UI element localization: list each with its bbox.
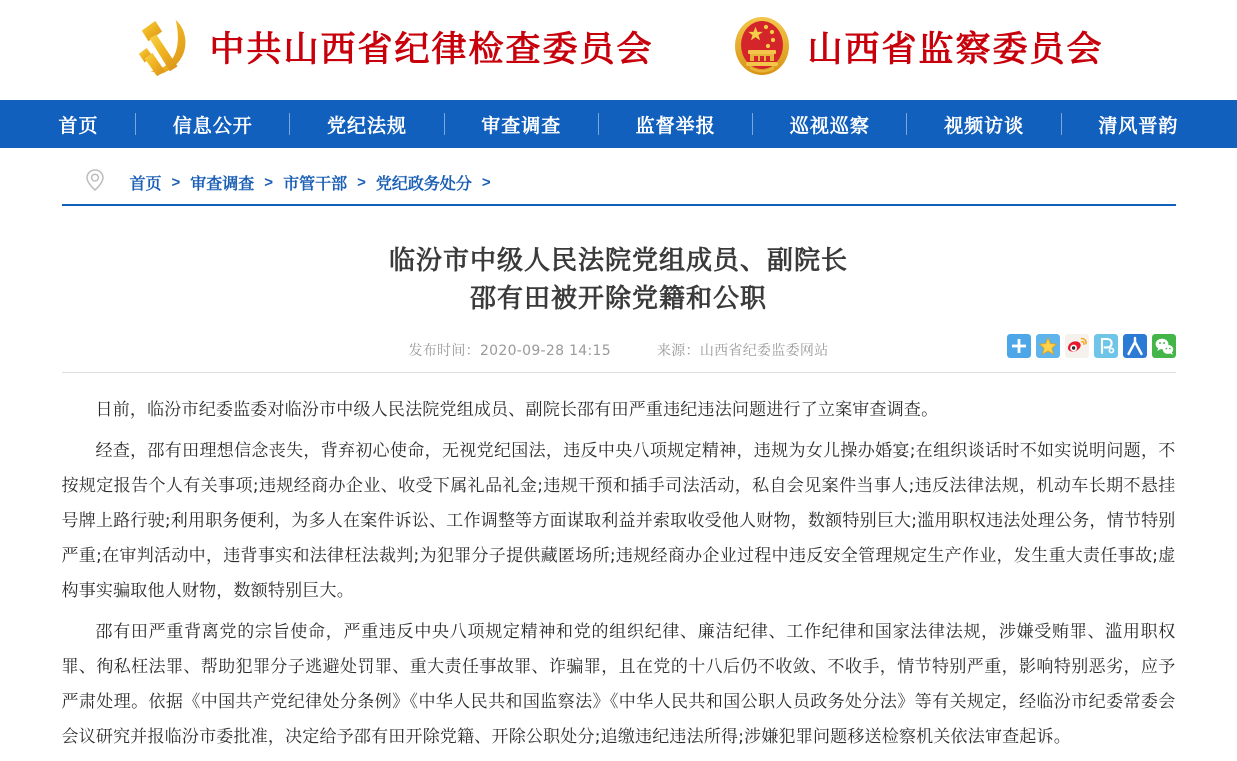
brand-title-ccp: 中共山西省纪律检查委员会 <box>209 29 654 70</box>
share-more-icon[interactable] <box>1007 334 1031 358</box>
wechat-share-icon[interactable] <box>1152 334 1176 358</box>
share-buttons <box>1007 334 1176 358</box>
article-source: 来源：山西省纪委监委网站 <box>656 343 829 359</box>
nav-item-video[interactable]: 视频访谈 <box>944 114 1025 137</box>
nav-separator <box>289 113 290 135</box>
nav-separator <box>444 113 445 135</box>
breadcrumb-separator: > <box>171 173 181 191</box>
article-body <box>62 373 1176 755</box>
nav-item-home[interactable]: 首页 <box>58 114 99 137</box>
breadcrumb-item-home[interactable]: 首页 <box>129 173 162 193</box>
article-paragraph: 日前，临汾市纪委监委对临汾市中级人民法院党组成员、副院长邵有田严重违纪违法问题进行了立案审查调查。 <box>95 400 939 420</box>
breadcrumb-item-discipline-action[interactable]: 党纪政务处分 <box>375 173 472 193</box>
article-paragraph: 经查，邵有田理想信念丧失，背弃初心使命，无视党纪国法，违反中央八项规定精神，违规为女儿操办婚宴;在组织谈话时不如实说明问题，不按规定报告个人有关事项;违规经商办企业、收受下属礼品礼金;违规干预和插手司法活动，私自会见案件当事人;违反法律法规，机动车长期不悬挂号牌上路行驶;利用职务便利，为多人在案件诉讼、工作调整等方面谋取利益并索取收受他人财物，数额特别巨大;滥用职权违法处理公务，情节特别严重;在审判活动中，违背事实和法律枉法裁判;为犯罪分子提供藏匿场所;违规经商办企业过程中违反安全管理规定生产作业，发生重大责任事故;虚构事实骗取他人财物，数额特别巨大。 <box>61 441 1176 601</box>
main-navigation <box>0 100 1237 148</box>
brand-supervisory[interactable] <box>730 14 1104 87</box>
nav-item-investigation[interactable]: 审查调查 <box>481 114 562 137</box>
article <box>62 206 1176 755</box>
qzone-share-icon[interactable] <box>1036 334 1060 358</box>
breadcrumb-separator: > <box>357 173 366 191</box>
publish-time: 发布时间：2020-09-28 14:15 <box>408 343 611 359</box>
nav-item-disclosure[interactable]: 信息公开 <box>172 114 253 137</box>
brand-ccp[interactable] <box>133 15 653 86</box>
nav-separator <box>135 113 136 135</box>
nav-separator <box>1061 113 1062 135</box>
article-paragraph: 邵有田严重背离党的宗旨使命，严重违反中央八项规定精神和党的组织纪律、廉洁纪律、工作纪律和国家法律法规，涉嫌受贿罪、滥用职权罪、徇私枉法罪、帮助犯罪分子逃避处罚罪、重大责任事故罪、诈骗罪，且在党的十八后仍不收敛、不收手，情节特别严重，影响特别恶劣，应予严肃处理。依据《中国共产党纪律处分条例》《中华人民共和国监察法》《中华人民共和国公职人员政务处分法》等有关规定，经临汾市纪委常委会会议研究并报临汾市委批准，决定给予邵有田开除党籍、开除公职处分;追缴违纪违法所得;涉嫌犯罪问题移送检察机关依法审查起诉。 <box>61 622 1176 747</box>
ccp-hammer-sickle-icon <box>133 15 195 86</box>
nav-separator <box>598 113 599 135</box>
page-title <box>62 206 1176 318</box>
brand-title-supervisory: 山西省监察委员会 <box>807 29 1104 70</box>
pengyou-share-icon[interactable] <box>1094 334 1118 358</box>
site-header <box>0 0 1237 100</box>
weibo-share-icon[interactable] <box>1065 334 1089 358</box>
nav-item-inspection[interactable]: 巡视巡察 <box>789 114 870 137</box>
nav-item-culture[interactable]: 清风晋韵 <box>1098 114 1179 137</box>
page-title-line-1: 临汾市中级人民法院党组成员、副院长 <box>388 246 848 276</box>
nav-item-regulations[interactable]: 党纪法规 <box>327 114 408 137</box>
nav-separator <box>752 113 753 135</box>
breadcrumb-item-city-cadres[interactable]: 市管干部 <box>283 173 348 193</box>
article-meta <box>62 332 1176 368</box>
nav-item-reporting[interactable]: 监督举报 <box>635 114 716 137</box>
national-emblem-icon <box>730 14 794 87</box>
breadcrumb-separator: > <box>264 173 274 191</box>
renren-share-icon[interactable] <box>1123 334 1147 358</box>
nav-items-container <box>29 111 1209 138</box>
breadcrumb-item-investigation[interactable]: 审查调查 <box>190 173 255 193</box>
breadcrumb-wrapper <box>62 148 1176 202</box>
location-pin-icon <box>84 168 120 197</box>
brand-row <box>0 0 1237 100</box>
breadcrumb-separator: > <box>481 173 491 191</box>
breadcrumb <box>62 162 1176 202</box>
page-title-line-2: 邵有田被开除党籍和公职 <box>469 284 767 314</box>
nav-separator <box>906 113 907 135</box>
